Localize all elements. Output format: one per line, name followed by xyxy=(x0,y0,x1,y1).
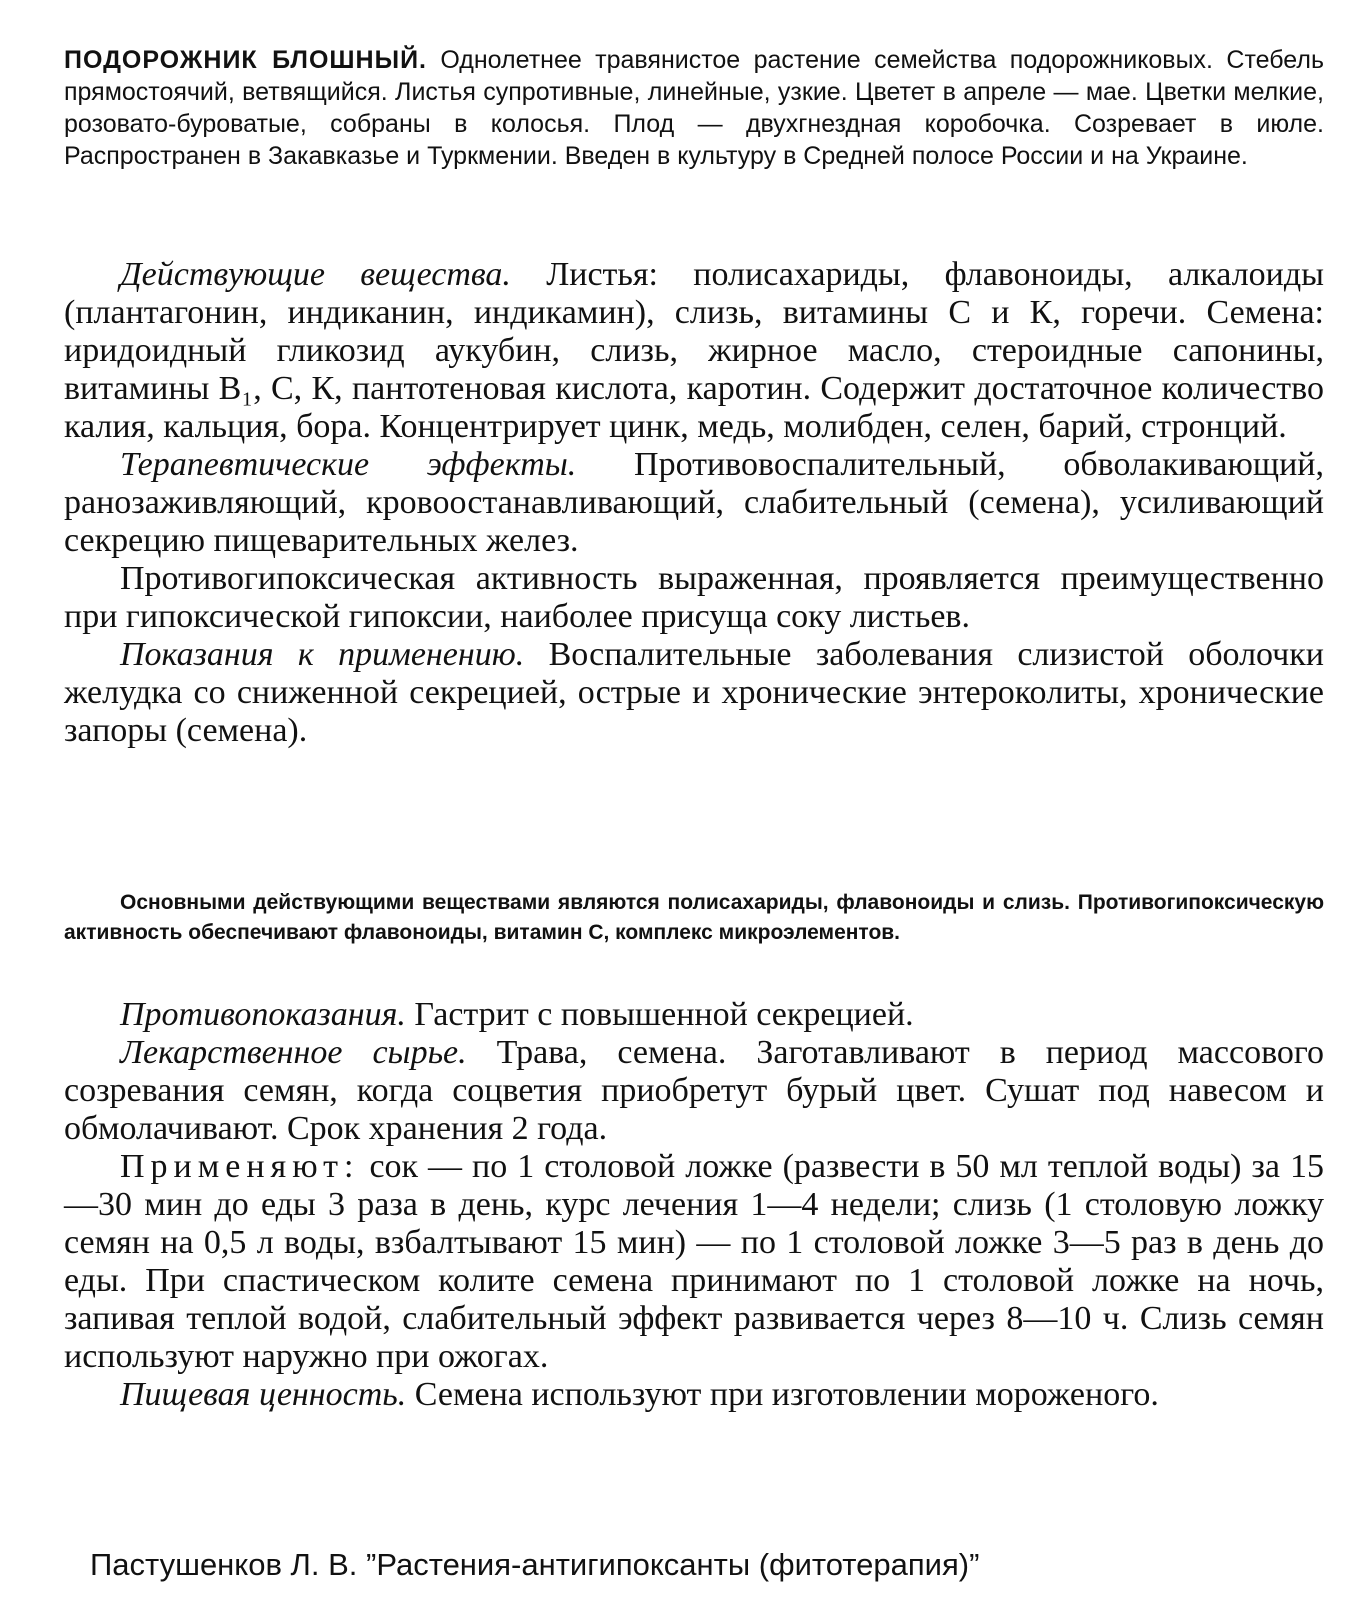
therapeutic-effects-text: Противовоспалительный, обволакивающий, ранозаживляющий, кровоостанавливающий, слабительный (семена), усиливающий секрецию пищеварительных желез. xyxy=(64,446,1324,559)
usage-label: Применяют: xyxy=(120,1148,360,1185)
raw-material-label: Лекарственное сырье. xyxy=(120,1034,467,1071)
indications-text: Воспалительные заболевания слизистой оболочки желудка со сниженной секрецией, острые и хронические энтероколиты, хронические запоры (семена). xyxy=(64,636,1324,749)
plant-description-text: Однолетнее травянистое растение семейства подорожниковых. Стебель прямостоячий, ветвящийся. Листья супротивные, линейные, узкие. Цветет в апреле — мае. Цветки мелкие, розовато-буроватые, собраны в колосья. Плод — двухгнездная коробочка. Созревает в июле. Распространен в Закавказье и Туркмении. Введен в культуру в Средней полосе России и на Украине. xyxy=(64,46,1324,170)
raw-material-text: Трава, семена. Заготавливают в период массового созревания семян, когда соцветия приобретут бурый цвет. Сушат под навесом и обмолачивают. Срок хранения 2 года. xyxy=(64,1034,1324,1147)
note-section xyxy=(64,888,1324,948)
source-citation: Пастушенков Л. В. ”Растения-антигипоксанты (фитотерапия)” xyxy=(90,1547,980,1582)
note-paragraph: Основными действующими веществами являются полисахариды, флавоноиды и слизь. Противогипоксическую активность обеспечивают флавоноиды, витамин С, комплекс микроэлементов. xyxy=(64,891,1324,944)
active-substances-label: Действующие вещества. xyxy=(120,256,511,293)
contraindications-text: Гастрит с повышенной секрецией. xyxy=(405,996,914,1033)
antihypoxic-paragraph xyxy=(64,560,1324,636)
usage-paragraph xyxy=(64,1148,1324,1376)
plant-name-heading: ПОДОРОЖНИК БЛОШНЫЙ. xyxy=(64,46,427,74)
therapeutic-effects-label: Терапевтические эффекты. xyxy=(120,446,577,483)
nutritional-value-paragraph xyxy=(64,1376,1324,1414)
antihypoxic-text: Противогипоксическая активность выраженная, проявляется преимущественно при гипоксической гипоксии, наиболее присуща соку листьев. xyxy=(64,560,1324,635)
raw-material-paragraph xyxy=(64,1034,1324,1148)
plant-description xyxy=(64,44,1324,172)
contraindications-paragraph xyxy=(64,996,1324,1034)
main-section-1 xyxy=(64,256,1324,750)
nutritional-value-text: Семена используют при изготовлении мороженого. xyxy=(406,1376,1159,1413)
active-substances-paragraph xyxy=(64,256,1324,446)
contraindications-label: Противопоказания. xyxy=(120,996,406,1033)
indications-paragraph xyxy=(64,636,1324,750)
usage-text: сок — по 1 столовой ложке (развести в 50 мл теплой воды) за 15—30 мин до еды 3 раза в день, курс лечения 1—4 недели; слизь (1 столовую ложку семян на 0,5 л воды, взбалтывают 15 мин) — по 1 столовой ложке 3—5 раз в день до еды. При спастическом колите семена принимают по 1 столовой ложке на ночь, запивая теплой водой, слабительный эффект развивается через 8—10 ч. Слизь семян используют наружно при ожогах. xyxy=(64,1148,1324,1375)
main-section-2 xyxy=(64,996,1324,1414)
active-substances-text: Листья: полисахариды, флавоноиды, алкалоиды (плантагонин, индиканин, индикамин), слизь, витамины С и К, горечи. Семена: иридоидный гликозид аукубин, слизь, жирное масло, стероидные сапонины, витамины B₁, С, К, пантотеновая кислота, каротин. Содержит достаточное количество калия, кальция, бора. Концентрирует цинк, медь, молибден, селен, барий, стронций. xyxy=(64,256,1325,445)
nutritional-value-label: Пищевая ценность. xyxy=(120,1376,407,1413)
therapeutic-effects-paragraph xyxy=(64,446,1324,560)
indications-label: Показания к применению. xyxy=(120,636,525,673)
